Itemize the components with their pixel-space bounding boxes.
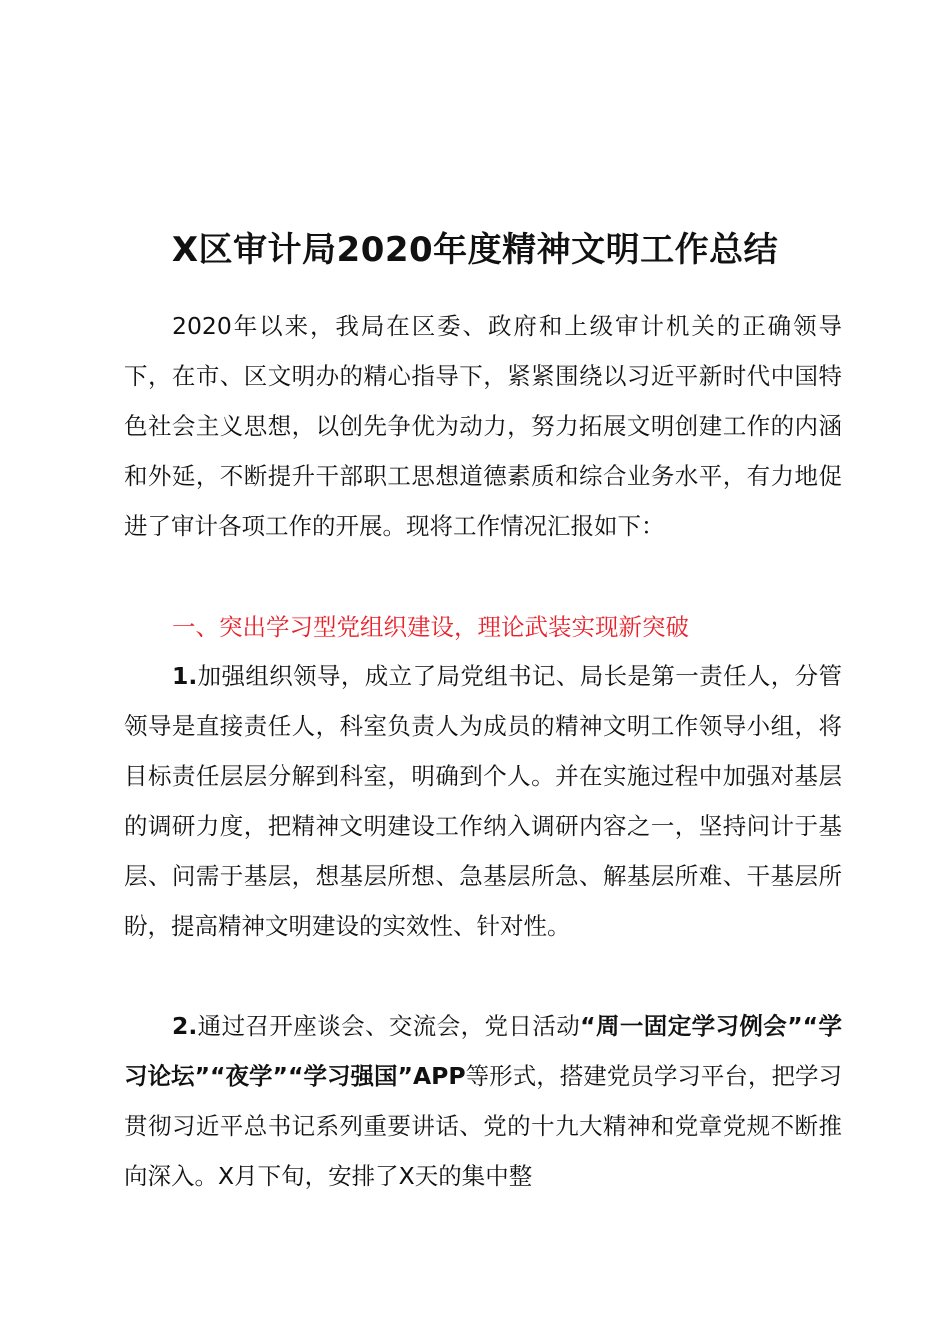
document-title: X区审计局2020年度精神文明工作总结 (171, 230, 779, 270)
item-text: 通过召开座谈会、交流会，党日活动 (197, 1012, 581, 1040)
item-number: 2. (172, 1012, 198, 1040)
item-text: 加强组织领导，成立了局党组书记、局长是第一责任人，分管领导是直接责任人，科室负责人为成员的精神文明工作领导小组，将目标责任层层分解到科室，明确到个人。并在实施过程中加强对基层的调研力度，把精神文明建设工作纳入调研内容之一，坚持问计于基层、问需于基层，想基层所想、急基层所急、解基层所难、干基层所盼，提高精神文明建设的实效性、针对性。 (124, 662, 842, 940)
section-heading: 一、突出学习型党组织建设，理论武装实现新突破 (172, 613, 689, 641)
item-number: 1. (172, 662, 198, 690)
intro-paragraph: 2020年以来，我局在区委、政府和上级审计机关的正确领导下，在市、区文明办的精心指导下，紧紧围绕以习近平新时代中国特色社会主义思想，以创先争优为动力，努力拓展文明创建工作的内涵和外延，不断提升干部职工思想道德素质和综合业务水平，有力地促进了审计各项工作的开展。现将工作情况汇报如下： (124, 312, 842, 540)
quoted-activities: “周一固定学习例会”“学习论坛”“夜学”“学习强国”APP (124, 1012, 843, 1090)
item-text-continued: 等形式，搭建党员学习平台，把学习贯彻习近平总书记系列重要讲话、党的十九大精神和党章党规不断推向深入。X月下旬，安排了X天的集中整 (124, 1062, 843, 1190)
item-paragraph-2 (124, 1001, 842, 1201)
item-paragraph-1 (124, 651, 842, 951)
